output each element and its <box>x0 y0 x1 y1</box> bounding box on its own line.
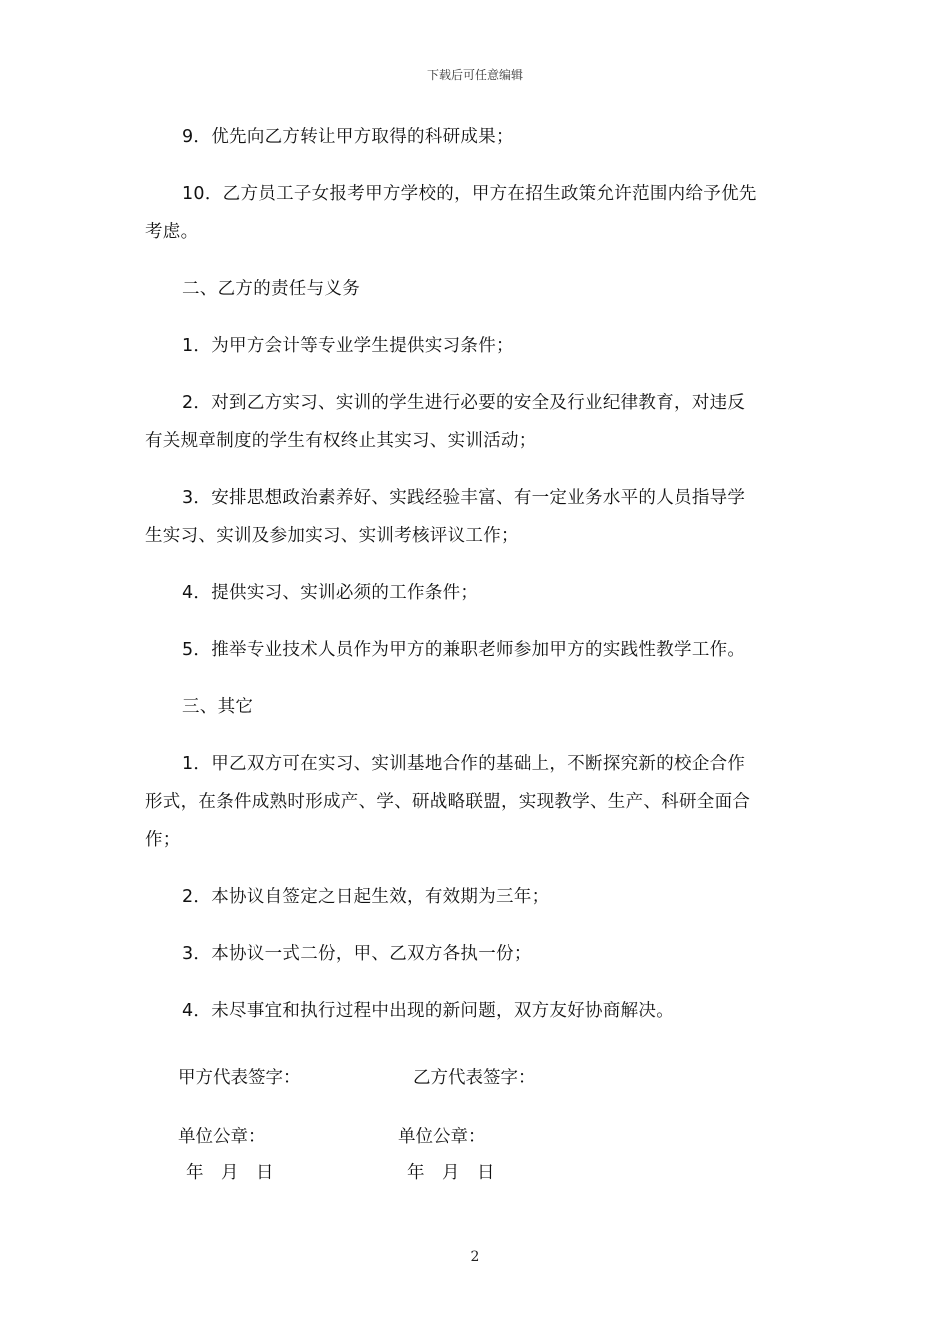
text-line: 3．本协议一式二份，甲、乙双方各执一份； <box>182 944 532 964</box>
text-line: 三、其它 <box>182 697 254 717</box>
page-number: 2 <box>470 1249 480 1265</box>
clause-b-1 <box>145 327 810 365</box>
text-line: 9．优先向乙方转让甲方取得的科研成果； <box>182 127 514 147</box>
page-header: 下载后可任意编辑 <box>426 68 523 82</box>
text-line: 3．安排思想政治素养好、实践经验丰富、有一定业务水平的人员指导学 <box>182 488 746 508</box>
party-a-signature-label: 甲方代表签字： <box>178 1068 301 1088</box>
clause-c-4 <box>145 992 810 1030</box>
section-heading-2 <box>145 270 810 308</box>
section-heading-3 <box>145 688 810 726</box>
clause-c-2 <box>145 878 810 916</box>
clause-a-10 <box>145 175 810 251</box>
text-line: 有关规章制度的学生有权终止其实习、实训活动； <box>145 431 537 451</box>
party-b-date: 年 月 日 <box>407 1163 495 1183</box>
clause-b-2 <box>145 384 810 460</box>
text-line: 10．乙方员工子女报考甲方学校的，甲方在招生政策允许范围内给予优先 <box>182 184 757 204</box>
clause-c-1 <box>145 745 810 859</box>
text-line: 4．未尽事宜和执行过程中出现的新问题，双方友好协商解决。 <box>182 1001 675 1021</box>
text-line: 二、乙方的责任与义务 <box>182 279 360 299</box>
text-line: 1．为甲方会计等专业学生提供实习条件； <box>182 336 514 356</box>
text-line: 2．对到乙方实习、实训的学生进行必要的安全及行业纪律教育，对违反 <box>182 393 746 413</box>
text-line: 5．推举专业技术人员作为甲方的兼职老师参加甲方的实践性教学工作。 <box>182 640 746 660</box>
party-a-seal-label: 单位公章： <box>178 1127 266 1147</box>
clause-b-3 <box>145 479 810 555</box>
clause-b-4 <box>145 574 810 612</box>
text-line: 1．甲乙双方可在实习、实训基地合作的基础上，不断探究新的校企合作 <box>182 754 746 774</box>
party-b-signature-label: 乙方代表签字： <box>413 1068 536 1088</box>
text-line: 作； <box>145 830 181 850</box>
party-a-date: 年 月 日 <box>186 1163 274 1183</box>
clause-a-9 <box>145 118 810 156</box>
text-line: 2．本协议自签定之日起生效，有效期为三年； <box>182 887 550 907</box>
clause-b-5 <box>145 631 810 669</box>
party-b-seal-label: 单位公章： <box>398 1127 486 1147</box>
text-line: 4．提供实习、实训必须的工作条件； <box>182 583 479 603</box>
text-line: 生实习、实训及参加实习、实训考核评议工作； <box>145 526 519 546</box>
text-line: 形式，在条件成熟时形成产、学、研战略联盟，实现教学、生产、科研全面合 <box>145 792 751 812</box>
clause-c-3 <box>145 935 810 973</box>
text-line: 考虑。 <box>145 222 199 242</box>
